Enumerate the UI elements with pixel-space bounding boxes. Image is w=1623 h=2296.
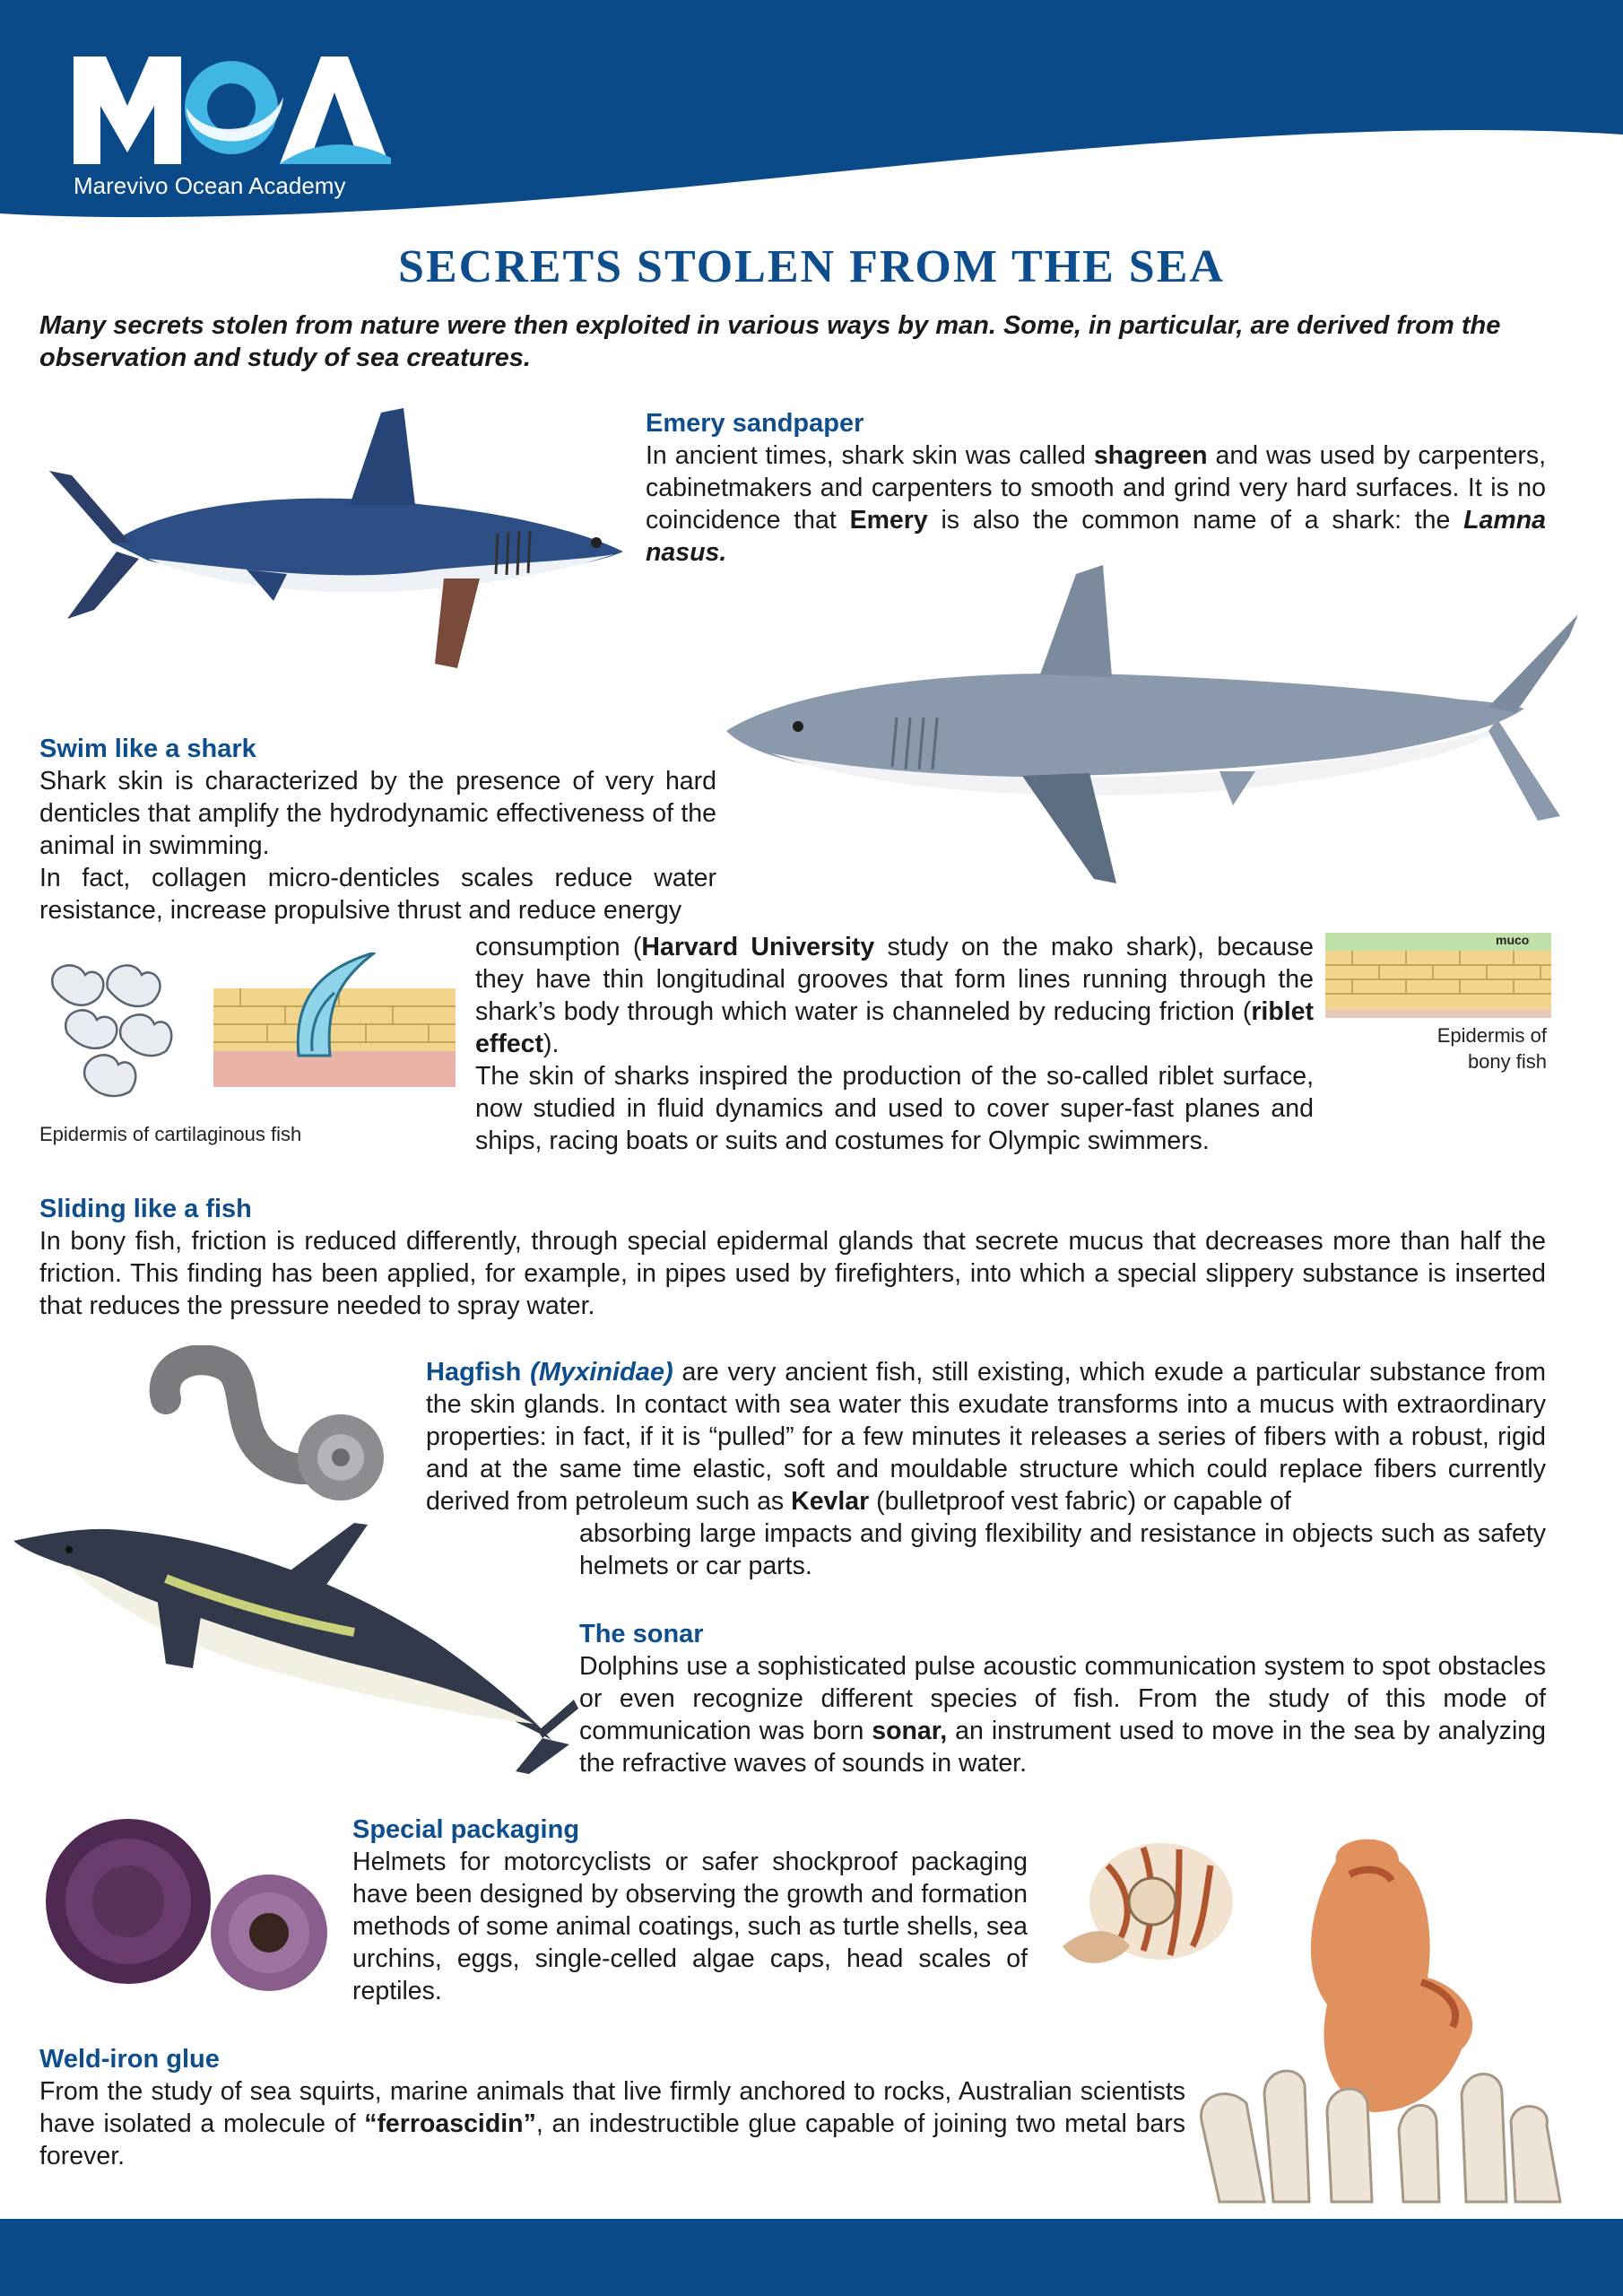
cartilaginous-skin-section: [213, 952, 456, 1096]
moa-logo: [72, 52, 395, 204]
caption-cartilaginous-epidermis: Epidermis of cartilaginous fish: [39, 1123, 302, 1145]
hagfish-latin: (Myxinidae): [530, 1358, 673, 1387]
swim-heading: Swim like a shark: [39, 735, 256, 763]
logo-lettering: [74, 57, 391, 164]
swim-paragraph-4: The skin of sharks inspired the production of the so-called riblet surface, now studied in fluid dynamics and used to cover super-fast planes and ships, racing boats or suits and costumes for Olympic swimmers.: [475, 1062, 1314, 1155]
logo-brand-name: Marevivo Ocean Academy: [74, 172, 346, 199]
footer-band: [0, 2219, 1623, 2296]
emery-body: In ancient times, shark skin was called shagreen and was used by carpenters, cabinetmakers and carpenters to smooth and grind very hard surfaces. It is no coincidence that Emery is also the common name of a shark: the Lamna nasus.: [646, 441, 1547, 567]
emery-heading: Emery sandpaper: [646, 409, 864, 438]
caption-bony-epidermis: Epidermis of bony fish: [1436, 1024, 1547, 1073]
hagfish-name: Hagfish: [426, 1358, 522, 1387]
glue-body: From the study of sea squirts, marine animals that live firmly anchored to rocks, Australian scientists have isolated a molecule of “ferroascidin”, an indestructible glue capable of joining two metal bars forever.: [39, 2077, 1185, 2170]
sea-squirt-illustration: [1193, 1825, 1569, 2206]
sea-urchin-illustration: [40, 1816, 327, 2000]
muco-label: muco: [1496, 933, 1530, 947]
glue-heading: Weld-iron glue: [39, 2045, 220, 2074]
shark-denticles-illustration: [36, 952, 193, 1109]
sliding-heading: Sliding like a fish: [39, 1195, 252, 1223]
sliding-body: In bony fish, friction is reduced differently, through special epidermal glands that secrete mucus that decreases more than half the friction. This finding has been applied, for example, in pipes used by firefighters, into which a special slippery substance is inserted that reduces the pressure needed to spray water.: [39, 1227, 1546, 1320]
porbeagle-shark-illustration: [717, 565, 1578, 901]
packaging-body: Helmets for motorcyclists or safer shockproof packaging have been designed by observing the growth and formation methods of some animal coatings, such as turtle shells, sea urchins, eggs, single-celled algae caps, head scales of reptiles.: [352, 1848, 1028, 2005]
sonar-heading: The sonar: [579, 1620, 704, 1648]
hagfish-paragraph: Hagfish (Myxinidae) are very ancient fish, still existing, which exude a particular substance from the skin glands. In contact with sea water this exudate transforms into a mucus with extraordinary properties: in fact, if it is “pulled” for a few minutes it releases a series of fibers with a robust, rigid and at the same time elastic, soft and mouldable structure which could replace fibers currently derived from petroleum such as Kevlar (bulletproof vest fabric) or capable of: [426, 1358, 1546, 1516]
dolphin-illustration: [13, 1516, 578, 1776]
hagfish-paragraph-cont: absorbing large impacts and giving flexibility and resistance in objects such as safety helmets or car parts.: [579, 1519, 1546, 1580]
swim-paragraph-2: In fact, collagen micro-denticles scales reduce water resistance, increase propulsive thrust and reduce energy: [39, 864, 716, 925]
mako-shark-illustration: [49, 408, 632, 677]
page-title: SECRETS STOLEN FROM THE SEA: [398, 241, 1225, 292]
swim-paragraph-3: consumption (Harvard University study on the mako shark), because they have thin longitudinal grooves that form lines running through the shark’s body through which water is channeled by reducing friction (riblet effect).: [475, 933, 1314, 1058]
swim-paragraph-1: Shark skin is characterized by the presence of very hard denticles that amplify the hydrodynamic effectiveness of the animal in swimming.: [39, 767, 716, 860]
packaging-heading: Special packaging: [352, 1815, 580, 1844]
intro-text: Many secrets stolen from nature were then exploited in various ways by man. Some, in particular, are derived from the observation and study of sea creatures.: [39, 311, 1501, 372]
sonar-body: Dolphins use a sophisticated pulse acoustic communication system to spot obstacles or even recognize different species of fish. From the study of this mode of communication was born sonar, an instrument used to move in the sea by analyzing the refractive waves of sounds in water.: [579, 1652, 1546, 1778]
hagfish-illustration: [148, 1345, 404, 1516]
